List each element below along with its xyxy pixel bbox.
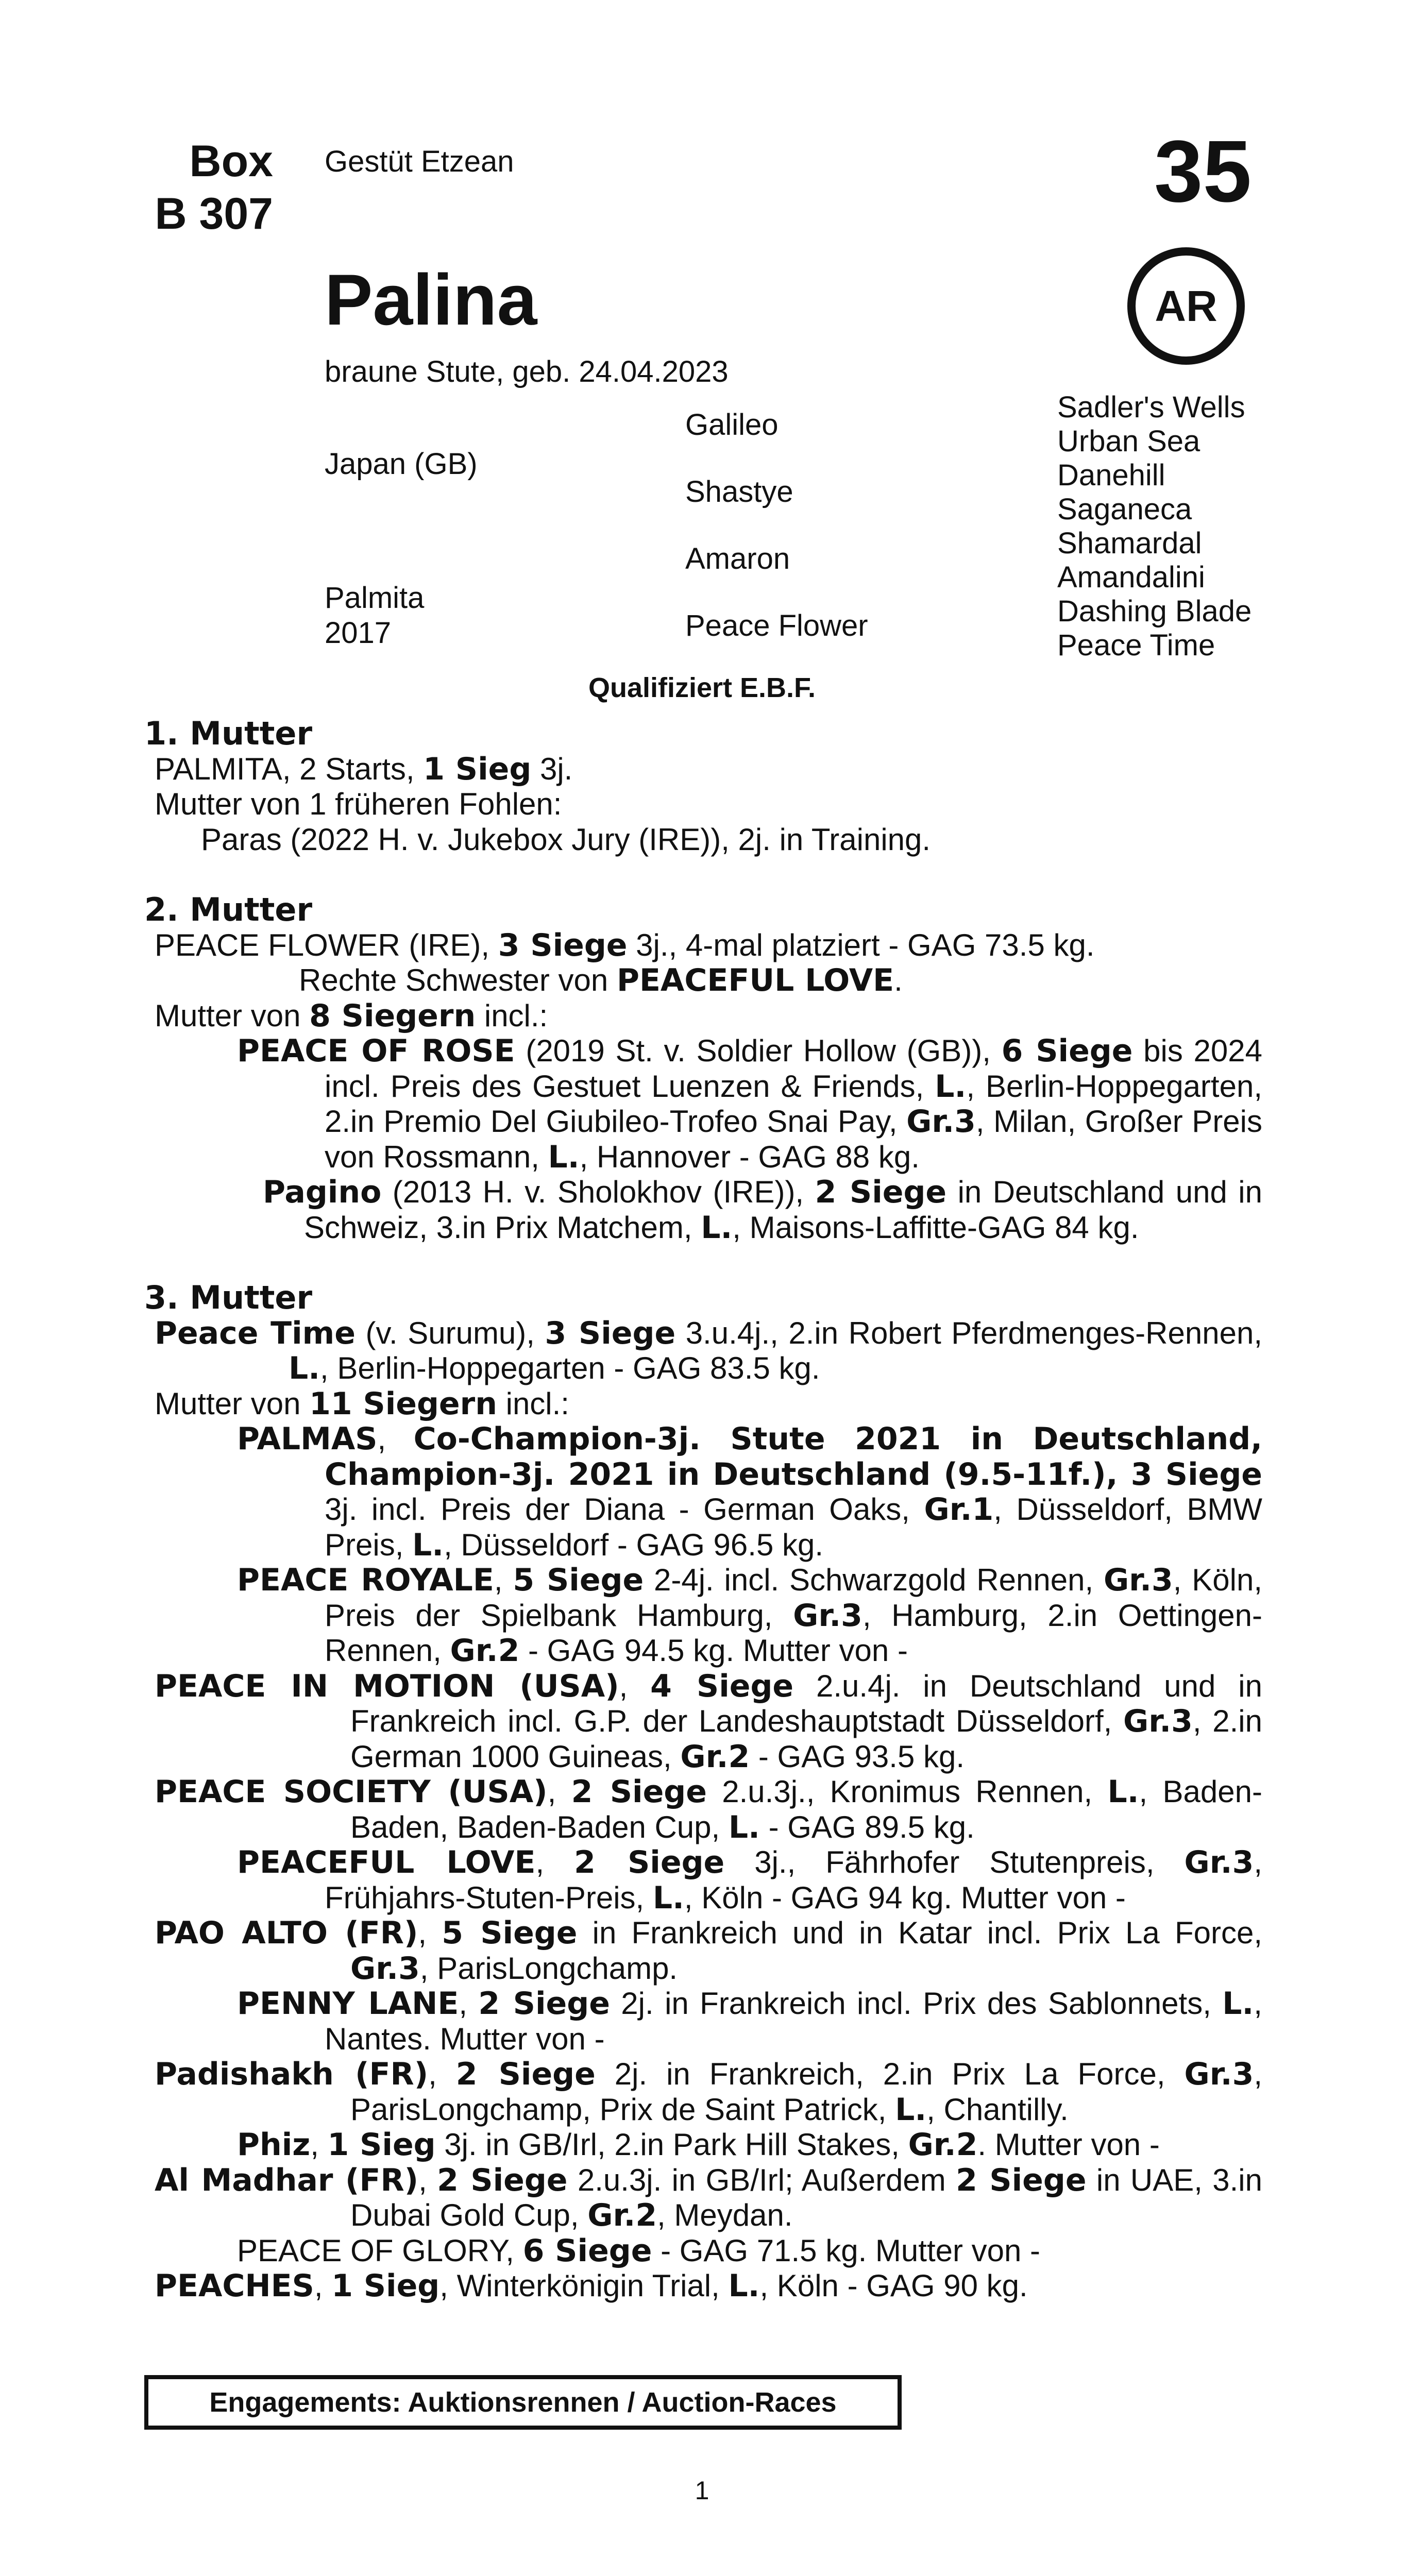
pedigree-text (144, 716, 1262, 2304)
peace-royale-entry: PEACE ROYALE, 5 Siege 2-4j. incl. Schwarzgold Rennen, Gr.3, Köln, Preis der Spielbank Hamburg, Gr.3, Hamburg, 2.in Oettingen-Rennen, Gr.2 - GAG 94.5 kg. Mutter von - (237, 1562, 1262, 1669)
pedigree-grandparent: Amaron (685, 542, 790, 575)
pedigree-grandparent: Galileo (685, 408, 779, 442)
stud-name: Gestüt Etzean (325, 145, 514, 178)
ar-badge-text: AR (1155, 281, 1217, 330)
pagino-entry: Pagino (2013 H. v. Sholokhov (IRE)), 2 Siege in Deutschland und in Schweiz, 3.in Prix Matchem, L., Maisons-Laffitte-GAG 84 kg. (263, 1174, 1262, 1246)
al-madhar-entry: Al Madhar (FR), 2 Siege 2.u.3j. in GB/Irl; Außerdem 2 Siege in UAE, 3.in Dubai Gold Cup, Gr.2, Meydan. (155, 2162, 1262, 2233)
box-line-2: B 307 (155, 189, 273, 239)
pedigree-ggp: Sadler's Wells (1057, 391, 1245, 424)
peace-of-glory-entry: PEACE OF GLORY, 6 Siege - GAG 71.5 kg. Mutter von - (237, 2232, 1041, 2269)
pao-alto-entry: PAO ALTO (FR), 5 Siege in Frankreich und in Katar incl. Prix La Force, Gr.3, ParisLongchamp. (155, 1915, 1263, 1987)
pedigree-ggp: Peace Time (1057, 629, 1215, 662)
engagements-text: Engagements: Auktionsrennen / Auction-Races (209, 2387, 837, 2418)
section-title-mutter-2: 2. Mutter (144, 891, 313, 928)
pedigree-grandparent: Peace Flower (685, 609, 868, 642)
paras-entry: Paras (2022 H. v. Jukebox Jury (IRE)), 2j. in Training. (201, 822, 931, 857)
ar-badge (1127, 247, 1245, 365)
peace-society-entry: PEACE SOCIETY (USA), 2 Siege 2.u.3j., Kronimus Rennen, L., Baden-Baden, Baden-Baden Cup, L. - GAG 89.5 kg. (155, 1774, 1262, 1845)
section-title-mutter-3: 3. Mutter (144, 1279, 313, 1316)
peace-in-motion-entry: PEACE IN MOTION (USA), 4 Siege 2.u.4j. in Deutschland und in Frankreich incl. G.P. der Landeshauptstadt Düsseldorf, Gr.3, 2.in German 1000 Guineas, Gr.2 - GAG 93.5 kg. (155, 1668, 1262, 1775)
pedigree-ggp: Amandalini (1057, 561, 1205, 594)
peace-flower-entry: PEACE FLOWER (IRE), 3 Siege 3j., 4-mal platziert - GAG 73.5 kg. (155, 927, 1095, 963)
peaceful-love-entry: PEACEFUL LOVE, 2 Siege 3j., Fährhofer Stutenpreis, Gr.3, Frühjahrs-Stuten-Preis, L., Köln - GAG 94 kg. Mutter von - (237, 1844, 1263, 1916)
phiz-entry: Phiz, 1 Sieg 3j. in GB/Irl, 2.in Park Hill Stakes, Gr.2. Mutter von - (237, 2127, 1160, 2163)
page-number: 1 (695, 2476, 709, 2505)
peace-of-rose-entry: PEACE OF ROSE (2019 St. v. Soldier Hollow (GB)), 6 Siege bis 2024 incl. Preis des Gestuet Luenzen & Friends, L., Berlin-Hoppegarten, 2.in Premio Del Giubileo-Trofeo Snai Pay, Gr.3, Milan, Großer Preis von Rossmann, L., Hannover - GAG 88 kg. (237, 1033, 1262, 1175)
qualification: Qualifiziert E.B.F. (588, 672, 816, 703)
section-title-mutter-1: 1. Mutter (144, 715, 313, 752)
lot-number: 35 (1154, 123, 1252, 221)
palmita-offspring-count: Mutter von 1 früheren Fohlen: (155, 787, 562, 821)
pedigree-great-grandparents (1057, 391, 1251, 663)
peaches-entry: PEACHES, 1 Sieg, Winterkönigin Trial, L., Köln - GAG 90 kg. (155, 2268, 1028, 2304)
box-line-1: Box (189, 137, 273, 186)
horse-name: Palina (325, 259, 537, 340)
pedigree-ggp: Shamardal (1057, 527, 1202, 560)
pedigree-grandparent: Shastye (685, 475, 793, 509)
peace-flower-winners: Mutter von 8 Siegern incl.: (155, 997, 548, 1034)
pedigree-ggp: Danehill (1057, 459, 1165, 492)
pedigree-ggp: Saganeca (1057, 493, 1192, 526)
pedigree-dam-year: 2017 (325, 616, 392, 650)
pedigree-ggp: Dashing Blade (1057, 595, 1252, 628)
palmas-entry: PALMAS, Co-Champion-3j. Stute 2021 in Deutschland, Champion-3j. 2021 in Deutschland (9.5-11f.), 3 Siege 3j. incl. Preis der Diana - German Oaks, Gr.1, Düsseldorf, BMW Preis, L., Düsseldorf - GAG 96.5 kg. (237, 1421, 1262, 1563)
engagements-box (144, 2375, 902, 2430)
palmita-entry: PALMITA, 2 Starts, 1 Sieg 3j. (155, 751, 573, 787)
padishakh-entry: Padishakh (FR), 2 Siege 2j. in Frankreich, 2.in Prix La Force, Gr.3, ParisLongchamp, Prix de Saint Patrick, L., Chantilly. (155, 2056, 1262, 2128)
pedigree-sire: Japan (GB) (325, 447, 478, 481)
peace-flower-sibling: Rechte Schwester von PEACEFUL LOVE. (299, 962, 903, 998)
pedigree-dam: Palmita (325, 581, 425, 615)
horse-description: braune Stute, geb. 24.04.2023 (325, 355, 729, 388)
peace-time-winners: Mutter von 11 Siegern incl.: (155, 1385, 569, 1422)
box-label (134, 135, 273, 240)
peace-time-entry: Peace Time (v. Surumu), 3 Siege 3.u.4j., 2.in Robert Pferdmenges-Rennen, L., Berlin-Hoppegarten - GAG 83.5 kg. (155, 1315, 1262, 1386)
penny-lane-entry: PENNY LANE, 2 Siege 2j. in Frankreich incl. Prix des Sablonnets, L., Nantes. Mutter von - (237, 1986, 1262, 2056)
pedigree-ggp: Urban Sea (1057, 425, 1200, 458)
